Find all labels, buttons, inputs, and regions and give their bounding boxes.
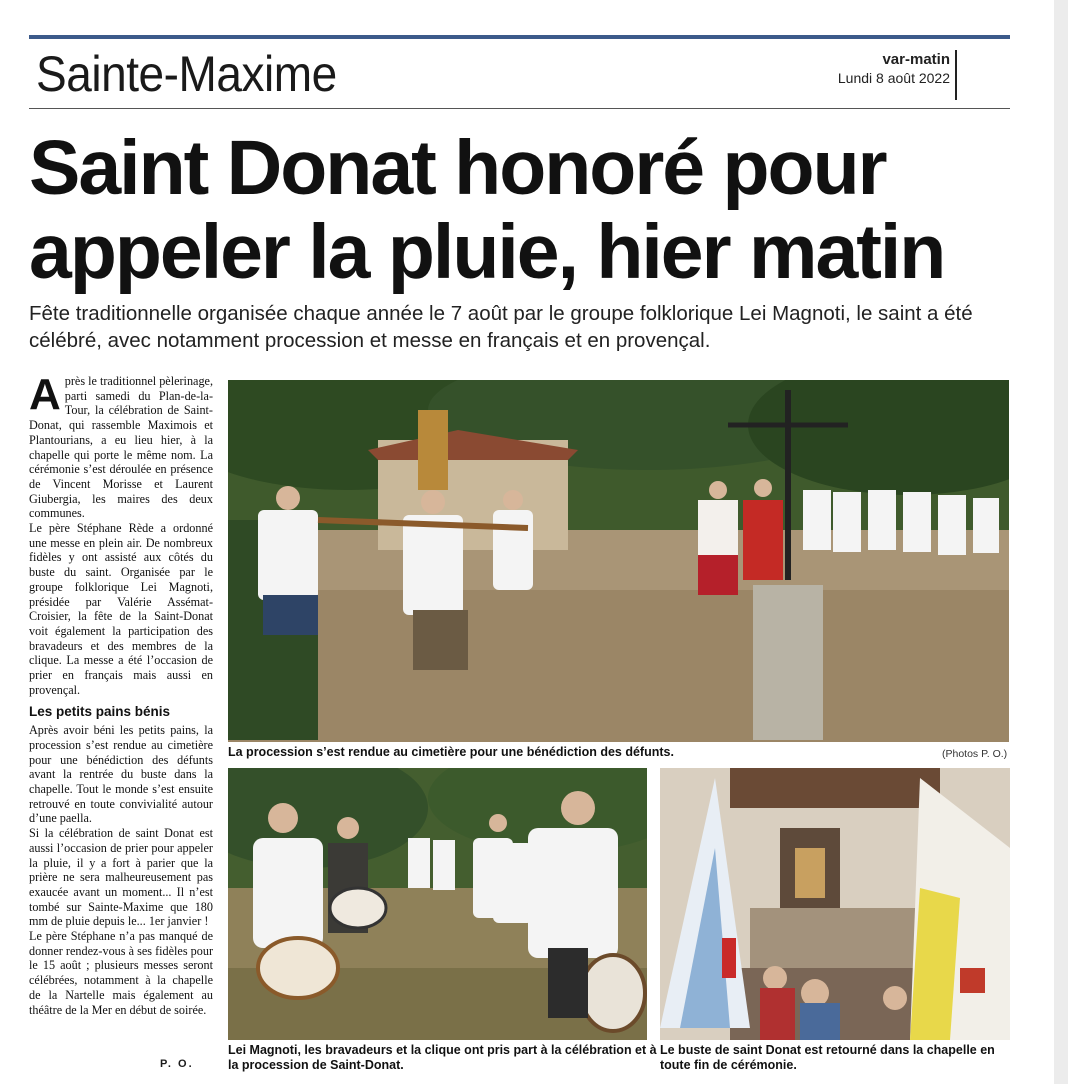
headline: [29, 126, 1019, 294]
paragraph-1-text: près le traditionnel pèlerinage, parti samedi du Plan-de-la-Tour, la célébration de Saint-Donat, qui rassemble Maximois et Plantourians, a eu lieu hier, à la chapelle qui porte le même nom. La cérémonie s’est déroulée en présence de Vincent Morisse et Laurent Giubergia, les maires des deux communes.: [29, 374, 214, 521]
main-photo-caption: La procession s’est rendue au cimetière pour une bénédiction des défunts.: [228, 745, 674, 759]
page-margin: [1054, 0, 1068, 1084]
left-photo-caption: Lei Magnoti, les bravadeurs et la clique ont pris part à la célébration et à la procession de Saint-Donat.: [228, 1043, 657, 1072]
author-signature: P. O.: [160, 1058, 194, 1070]
paragraph-1: [29, 370, 214, 521]
paragraph-4: Si la célébration de saint Donat est aussi l’occasion de prier pour appeler la pluie, il y a fort à parier que la prière ne sera malheureusement pas exaucée avant un moment... Il n’est tombé sur Sainte-Maxime que 180 mm de pluie depuis le... 1er janvier !: [29, 826, 213, 929]
chapel-interior-photo: [660, 768, 1010, 1040]
drop-cap: A: [29, 370, 61, 419]
right-photo-caption: Le buste de saint Donat est retourné dans la chapelle en toute fin de cérémonie.: [660, 1043, 995, 1072]
section-title: Sainte-Maxime: [36, 46, 337, 102]
paragraph-5: Le père Stéphane n’a pas manqué de donner rendez-vous à ses fidèles pour le 15 août ; plusieurs messes seront célébrées, notamment à la chapelle de la Nartelle mais également au théâtre de la Mer en début de soirée.: [29, 929, 213, 1017]
masthead-divider: [955, 50, 957, 100]
paper-name: var-matin: [882, 51, 950, 68]
masthead-info: [838, 50, 950, 88]
article-deck: Fête traditionnelle organisée chaque année le 7 août par le groupe folklorique Lei Magnoti, le saint a été célébré, avec notamment procession et messe en français et en provençal.: [29, 302, 973, 352]
top-accent-rule: [29, 35, 1010, 39]
subheading: Les petits pains bénis: [29, 704, 171, 720]
photo-credit: (Photos P. O.): [942, 748, 1008, 760]
headline-line-1: Saint Donat honoré pour: [29, 125, 886, 211]
issue-date: Lundi 8 août 2022: [837, 70, 950, 86]
paragraph-2: Le père Stéphane Rède a ordonné une messe en plein air. De nombreux fidèles y ont assisté aux côtés du buste du saint. Organisée par le groupe folklorique Lei Magnoti, présidée par Valérie Assémat-Croisier, la fête de la Saint-Donat voit également la participation des bravadeurs et des membres de la clique. La messe a été l’occasion de prier en français mais aussi en provençal.: [29, 521, 213, 697]
drummers-photo: [228, 768, 647, 1040]
header-rule: [29, 108, 1010, 109]
article-body: [29, 370, 214, 1017]
headline-line-2: appeler la pluie, hier matin: [29, 209, 945, 295]
paragraph-3: Après avoir béni les petits pains, la procession s’est rendue au cimetière pour une bénédiction des défunts avant la rentrée du buste dans la chapelle. Tout le monde s’est ensuite retrouvé en toute convivialité autour d’une paella.: [29, 723, 213, 826]
procession-photo: [228, 380, 1009, 742]
